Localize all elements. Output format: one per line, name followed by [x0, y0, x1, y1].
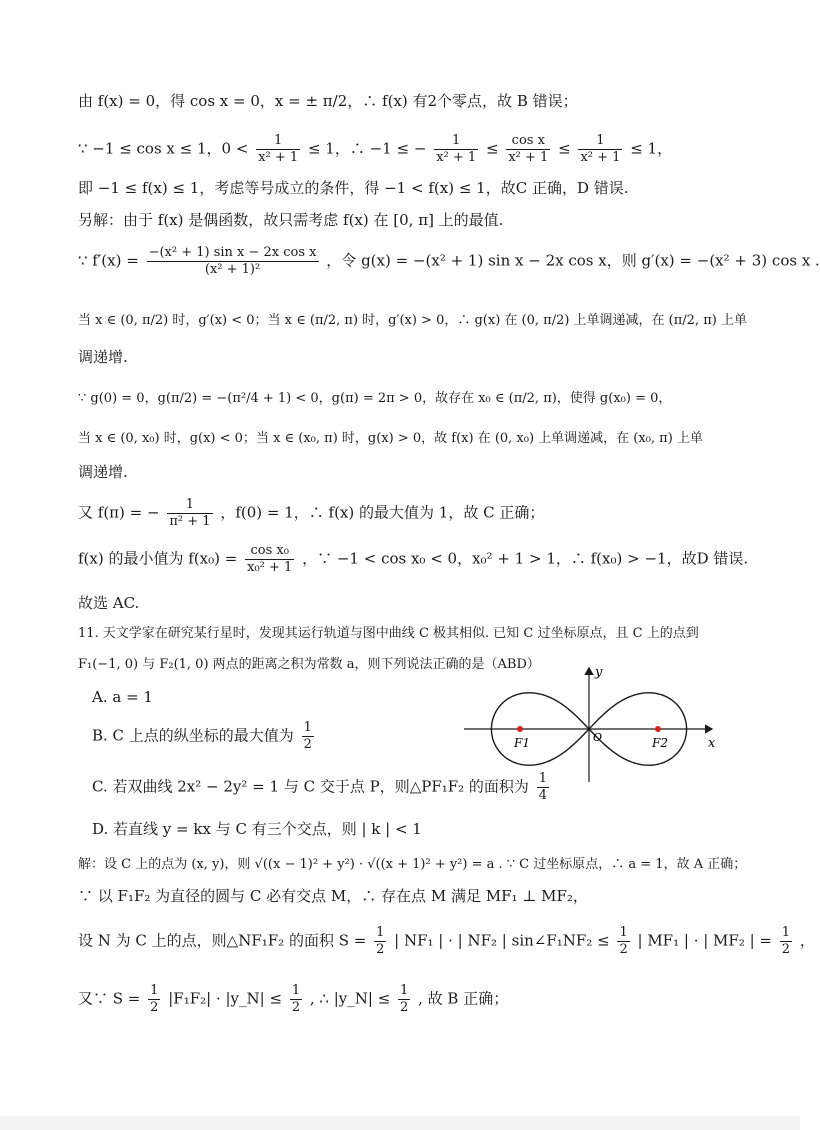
focus-f2 [655, 726, 661, 732]
fraction: $\frac{1}{2}$ [150, 983, 159, 1015]
line-bounds [78, 133, 672, 166]
text: 又 f(π) = − [78, 503, 160, 522]
text: f(x) 的最小值为 f(x₀) = [78, 549, 238, 568]
fraction: $\frac{1}{2}$ [291, 983, 301, 1015]
text: , ∴ |y_N| ≤ [309, 989, 391, 1008]
lemniscate-figure [462, 660, 724, 785]
line-min-value [78, 543, 748, 576]
solution-line-3 [78, 925, 815, 958]
text: ， [799, 931, 815, 950]
f2-label: F2 [652, 736, 668, 750]
text: C. 若双曲线 2x² − 2y² = 1 与 C 交于点 P，则△PF₁F₂ 的面积为 [92, 777, 529, 796]
text: ∵ −1 ≤ cos x ≤ 1，0 < [78, 139, 249, 158]
origin-label: O [593, 731, 603, 744]
text: ≤ [558, 139, 571, 158]
y-axis-label: y [595, 665, 603, 680]
text: | MF₁ | · | MF₂ | = [637, 931, 772, 950]
solution-line-4 [78, 983, 508, 1016]
line-alt-solution: 另解：由于 f(x) 是偶函数，故只需考虑 f(x) 在 [0, π] 上的最值. [78, 211, 504, 229]
fraction: $\frac{1}{2}$ [303, 720, 312, 752]
line-monotonic-f: 当 x ∈ (0, x₀) 时，g(x) < 0；当 x ∈ (x₀, π) 时，g(x) > 0，故 f(x) 在 (0, x₀) 上单调递减，在 (x₀, π) 上单 [78, 431, 703, 446]
text: | NF₁ | · | NF₂ | sin∠F₁NF₂ ≤ [394, 931, 610, 950]
text: ，∵ −1 < cos x₀ < 0，x₀² + 1 > 1，∴ f(x₀) > −1，故D 错误. [302, 549, 749, 568]
option-d: D. 若直线 y = kx 与 C 有三个交点，则 | k | < 1 [92, 820, 422, 838]
text: 又∵ S = [78, 989, 141, 1008]
problem-11-stem-2: F₁(−1, 0) 与 F₂(1, 0) 两点的距离之积为常数 a，则下列说法正确的是（ABD） [78, 657, 540, 672]
text: ，令 g(x) = −(x² + 1) sin x − 2x cos x，则 g′(x) = −(x² + 3) cos x . [326, 251, 820, 270]
fraction: $\frac{1}{4}$ [538, 771, 547, 803]
text: ≤ 1，∴ −1 ≤ − [307, 139, 427, 158]
fraction: $\frac{1}{2}$ [400, 983, 409, 1015]
text: 设 N 为 C 上的点，则△NF₁F₂ 的面积 S = [78, 931, 367, 950]
focus-f1 [517, 726, 523, 732]
text: ≤ [485, 139, 499, 158]
text: ≤ 1， [630, 139, 673, 158]
text: ，f(0) = 1，∴ f(x) 的最大值为 1，故 C 正确； [220, 503, 545, 522]
f1-label: F1 [514, 736, 530, 750]
line-max-value [78, 497, 544, 530]
line-zeros: 由 f(x) = 0，得 cos x = 0，x = ± π/2，∴ f(x) 有2个零点，故 B 错误； [78, 92, 578, 110]
fraction: $\frac{1}{\text{x² + 1}}$ [258, 133, 299, 165]
line-g-values: ∵ g(0) = 0，g(π/2) = −(π²/4 + 1) < 0，g(π) = 2π > 0，故存在 x₀ ∈ (π/2, π)，使得 g(x₀) = 0， [78, 391, 672, 406]
fraction: $\frac{1}{\text{x² + 1}}$ [436, 133, 477, 165]
option-b [92, 720, 317, 753]
problem-11-stem: 11. 天文学家在研究某行星时，发现其运行轨道与图中曲线 C 极其相似. 已知 C 过坐标原点，且 C 上的点到 [78, 626, 699, 641]
fraction: $\frac{1}{\text{x² + 1}}$ [580, 133, 621, 165]
line-answer: 故选 AC. [78, 594, 140, 612]
fraction: $\frac{1}{\text{π² + 1}}$ [169, 497, 211, 529]
fraction: $\frac{1}{2}$ [619, 925, 628, 957]
text: B. C 上点的纵坐标的最大值为 [92, 726, 294, 745]
line-increasing-1: 调递增. [78, 348, 128, 366]
fraction: $\frac{1}{2}$ [781, 925, 791, 957]
line-derivative [78, 245, 820, 278]
text: ∵ f′(x) = [78, 251, 139, 270]
solution-line-2: ∵ 以 F₁F₂ 为直径的圆与 C 必有交点 M，∴ 存在点 M 满足 MF₁ ⊥ MF₂， [78, 887, 588, 905]
fraction: $\frac{1}{2}$ [376, 925, 385, 957]
option-a: A. a = 1 [92, 688, 153, 706]
line-increasing-2: 调递增. [78, 463, 128, 481]
text: , 故 B 正确； [418, 989, 509, 1008]
x-axis-label: x [708, 736, 716, 751]
fraction: $\frac{\text{cos x₀}}{\text{x₀² + 1}}$ [247, 543, 293, 575]
solution-line-1: 解：设 C 上的点为 (x, y)，则 √((x − 1)² + y²) · √((x + 1)² + y²) = a . ∵ C 过坐标原点，∴ a = 1，故 A 正确； [78, 857, 747, 872]
line-conclusion-c: 即 −1 ≤ f(x) ≤ 1，考虑等号成立的条件，得 −1 < f(x) ≤ 1，故C 正确，D 错误. [78, 179, 629, 197]
fraction: $\frac{\text{−(x² + 1) sin x − 2x cos x}}{\text{(x² + 1)²}}$ [148, 245, 317, 277]
page-bottom-bar [0, 1116, 800, 1130]
text: |F₁F₂| · |y_N| ≤ [168, 989, 283, 1008]
line-monotonic-g: 当 x ∈ (0, π/2) 时，g′(x) < 0；当 x ∈ (π/2, π) 时，g′(x) > 0，∴ g(x) 在 (0, π/2) 上单调递减，在 (π/2, π) 上单 [78, 313, 747, 328]
fraction: $\frac{\text{cos x}}{\text{x² + 1}}$ [508, 133, 549, 165]
